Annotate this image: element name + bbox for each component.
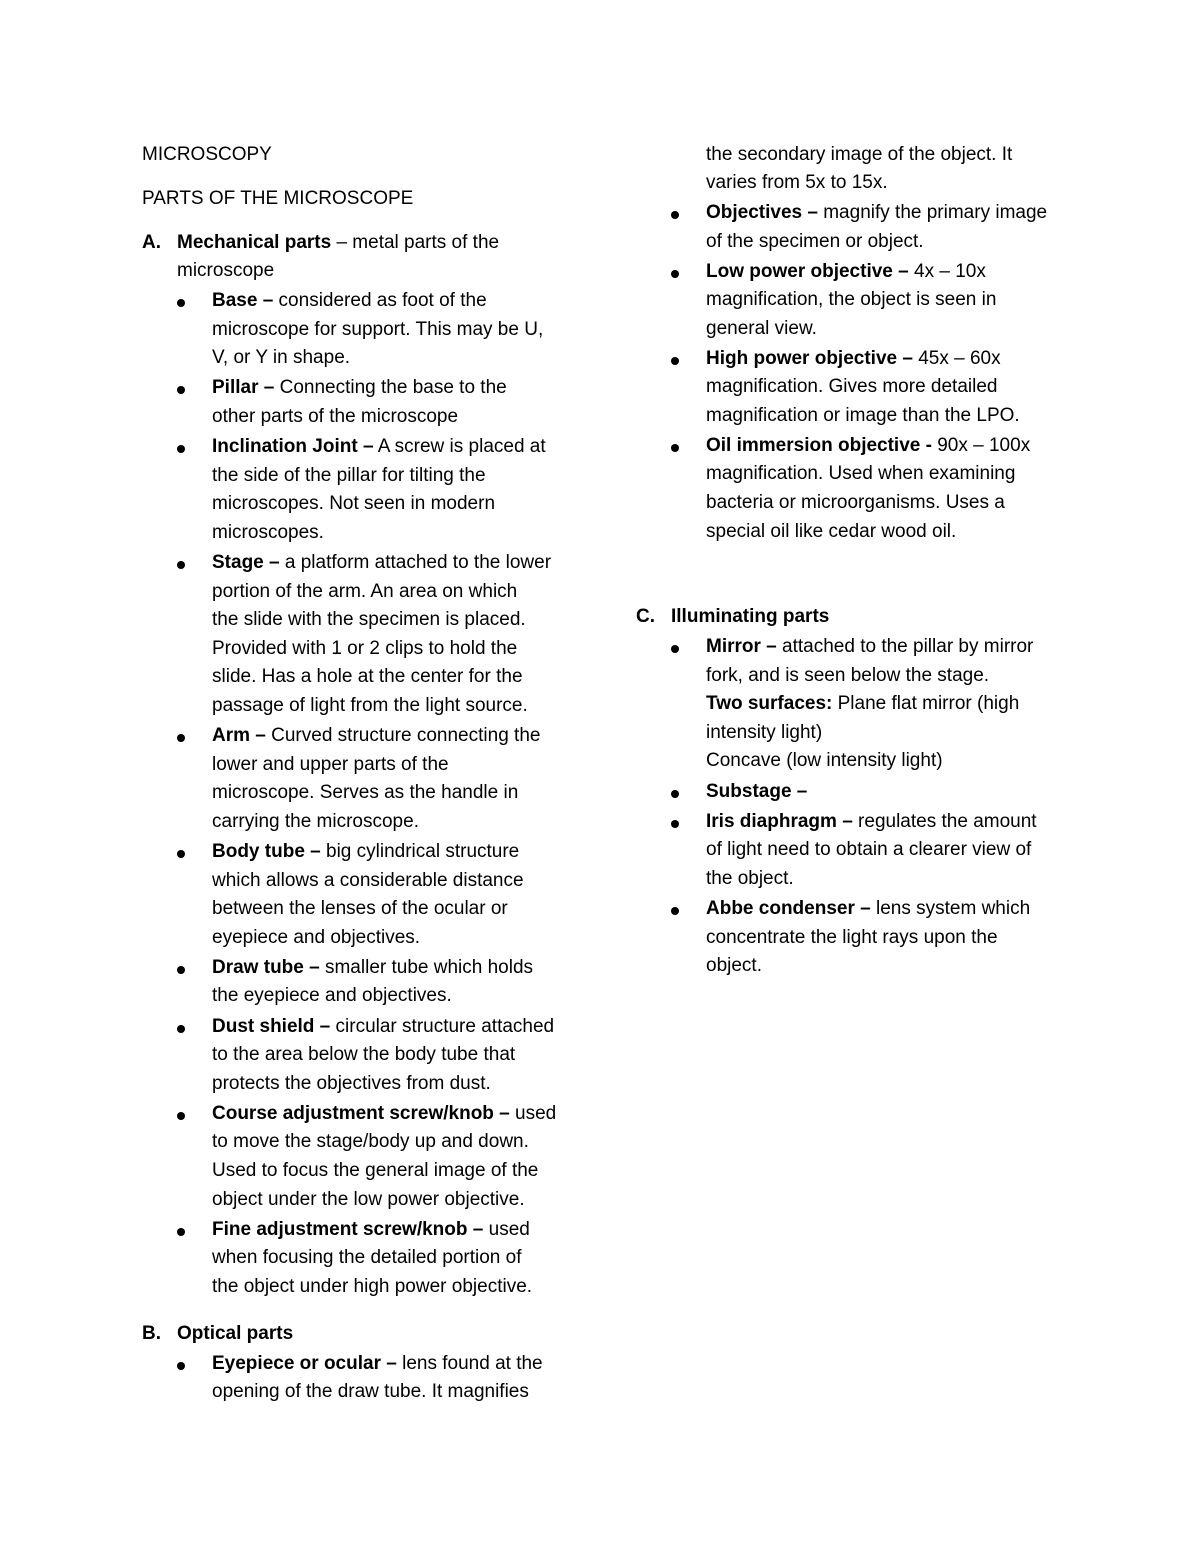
item-text: the secondary image of the object. It: [706, 144, 1013, 165]
list-item-line: [212, 436, 546, 458]
item-text: to move the stage/body up and down.: [212, 1131, 529, 1153]
item-text: protects the objectives from dust.: [212, 1072, 491, 1094]
list-item-line: [212, 1073, 491, 1095]
item-text: magnification. Gives more detailed: [706, 376, 998, 398]
list-item-line: [212, 347, 350, 369]
list-item-line: [212, 1219, 530, 1241]
list-item-line: [212, 870, 524, 892]
item-text: the eyepiece and objectives.: [212, 985, 452, 1007]
item-text: portion of the arm. An area on which: [212, 580, 518, 602]
section-a-heading-desc: – metal parts of the: [331, 232, 500, 253]
section-b-heading: Optical parts: [177, 1323, 294, 1344]
item-text: circular structure attached: [330, 1015, 555, 1037]
item-term: Course adjustment screw/knob –: [212, 1102, 510, 1124]
item-term: Base –: [212, 290, 274, 311]
item-text: microscopes. Not seen in modern: [212, 493, 496, 515]
list-item-line: [212, 927, 420, 949]
list-item-line: [706, 376, 997, 398]
item-text: 4x – 10x: [908, 260, 986, 282]
bullet-icon: [177, 1112, 185, 1120]
list-item-line: [212, 319, 543, 341]
bullet-icon: [177, 445, 185, 453]
item-text: lens system which: [870, 897, 1031, 919]
list-item-line: [706, 927, 998, 949]
bullet-icon: [671, 820, 679, 828]
list-item-line: [706, 289, 996, 311]
list-item-line: [706, 636, 1033, 658]
list-item-line: [706, 521, 956, 543]
list-item-line: [212, 957, 533, 979]
item-text: passage of light from the light source.: [212, 694, 528, 716]
list-item-line: [706, 172, 888, 194]
list-item-line: [212, 1189, 525, 1211]
list-item-line: [212, 1044, 515, 1066]
bullet-icon: [177, 1362, 185, 1370]
section-a-marker: A.: [142, 232, 161, 253]
item-text: Connecting the base to the: [274, 377, 507, 399]
item-term: Draw tube –: [212, 956, 320, 978]
item-text: smaller tube which holds: [319, 956, 534, 978]
item-text: Plane flat mirror (high: [832, 693, 1020, 715]
item-term: Fine adjustment screw/knob –: [212, 1218, 484, 1240]
bullet-icon: [177, 850, 185, 858]
list-item-line: [212, 898, 508, 920]
list-item-line: [212, 552, 551, 574]
item-text: the object under high power objective.: [212, 1275, 533, 1297]
list-item-line: [212, 1353, 543, 1375]
item-text: between the lenses of the ocular or: [212, 898, 508, 920]
item-text: other parts of the microscope: [212, 405, 459, 427]
item-term: Two surfaces:: [706, 693, 833, 715]
item-text: bacteria or microorganisms. Uses a: [706, 491, 1005, 513]
item-text: slide. Has a hole at the center for the: [212, 666, 523, 688]
item-text: considered as foot of the: [273, 290, 487, 311]
list-item-line: [212, 985, 452, 1007]
list-item-line: [212, 725, 540, 747]
item-text: regulates the amount: [852, 810, 1037, 832]
list-item-line: [212, 1103, 556, 1125]
list-item-line: [212, 841, 519, 863]
list-item-line: [706, 348, 1001, 370]
list-item-line: [706, 781, 807, 803]
list-item-line: [706, 318, 817, 340]
list-item-line: [706, 144, 1012, 166]
list-item-line: [706, 898, 1030, 920]
document-title: MICROSCOPY: [142, 144, 272, 165]
item-text: the slide with the specimen is placed.: [212, 609, 526, 631]
list-item-line: [212, 782, 518, 804]
item-term: Iris diaphragm –: [706, 810, 853, 832]
item-text: magnification. Used when examining: [706, 463, 1016, 485]
item-text: Used to focus the general image of the: [212, 1160, 539, 1181]
section-b-marker: B.: [142, 1323, 161, 1344]
bullet-icon: [177, 1228, 185, 1236]
section-c-marker: C.: [636, 606, 655, 627]
item-text: to the area below the body tube that: [212, 1044, 516, 1066]
item-text: intensity light): [706, 721, 823, 743]
item-text: used: [483, 1218, 530, 1240]
list-item-line: [212, 1131, 529, 1153]
list-item-line: [212, 493, 495, 515]
section-a-heading-line2: microscope: [177, 260, 275, 281]
list-item-line: [706, 261, 986, 283]
item-term: Objectives –: [706, 202, 818, 223]
item-text: 90x – 100x: [931, 434, 1031, 456]
bullet-icon: [177, 1025, 185, 1033]
item-term: Stage –: [212, 551, 280, 573]
item-text: eyepiece and objectives.: [212, 926, 421, 948]
item-term: Abbe condenser –: [706, 897, 871, 919]
item-text: varies from 5x to 15x.: [706, 172, 888, 193]
item-text: concentrate the light rays upon the: [706, 926, 998, 948]
item-text: a platform attached to the lower: [279, 551, 552, 573]
list-item-line: [706, 463, 1015, 485]
item-text: of light need to obtain a clearer view of: [706, 839, 1032, 861]
list-item-line: [706, 231, 924, 253]
item-text: the object.: [706, 867, 794, 889]
item-term: Substage –: [706, 780, 808, 802]
item-term: Eyepiece or ocular –: [212, 1353, 397, 1374]
item-text: microscope. Serves as the handle in: [212, 782, 519, 804]
item-term: Mirror –: [706, 636, 777, 657]
bullet-icon: [177, 734, 185, 742]
list-item-line: [212, 1016, 554, 1038]
list-item-line: [212, 666, 523, 688]
list-item-line: [212, 581, 517, 603]
item-text: A screw is placed at: [373, 436, 546, 457]
list-item-line: [706, 405, 1020, 427]
item-text: attached to the pillar by mirror: [776, 636, 1034, 657]
list-item-line: [212, 609, 526, 631]
list-item-line: [212, 465, 486, 487]
list-item-line: [212, 1247, 522, 1269]
list-item-line: [706, 492, 1005, 514]
list-item-line: [212, 754, 449, 776]
list-item-line: [212, 522, 324, 544]
item-term: Pillar –: [212, 377, 275, 399]
item-text: which allows a considerable distance: [212, 869, 524, 891]
item-text: Provided with 1 or 2 clips to hold the: [212, 637, 518, 659]
item-term: High power objective –: [706, 347, 913, 369]
list-item-line: [706, 868, 794, 890]
item-text: magnification or image than the LPO.: [706, 404, 1020, 426]
bullet-icon: [671, 357, 679, 365]
list-item-line: [706, 955, 762, 977]
list-item-line: [212, 290, 487, 312]
item-text: Curved structure connecting the: [265, 725, 541, 746]
item-text: magnify the primary image: [817, 202, 1048, 223]
bullet-icon: [671, 907, 679, 915]
item-text: the side of the pillar for tilting the: [212, 464, 486, 486]
list-item-line: [706, 839, 1031, 861]
list-item-line: [706, 811, 1037, 833]
bullet-icon: [671, 444, 679, 452]
item-text: object.: [706, 955, 762, 977]
item-text: carrying the microscope.: [212, 810, 419, 832]
section-c-heading: Illuminating parts: [671, 606, 830, 627]
item-text: microscope for support. This may be U,: [212, 318, 544, 340]
list-item-line: [212, 1381, 529, 1403]
bullet-icon: [177, 561, 185, 569]
item-text: when focusing the detailed portion of: [212, 1247, 522, 1269]
list-item-line: [212, 638, 517, 660]
section-a-heading: Mechanical parts: [177, 232, 332, 253]
item-text: used: [509, 1102, 557, 1124]
document-subtitle: PARTS OF THE MICROSCOPE: [142, 188, 414, 209]
bullet-icon: [671, 211, 679, 219]
item-term: Body tube –: [212, 840, 321, 862]
list-item-line: [706, 665, 989, 687]
list-item-line: [212, 695, 528, 717]
item-text: 45x – 60x: [912, 347, 1001, 369]
item-text: special oil like cedar wood oil.: [706, 520, 957, 542]
list-item-line: [212, 406, 458, 428]
bullet-icon: [671, 270, 679, 278]
list-item-line: [212, 377, 507, 399]
list-item-line: [706, 722, 822, 744]
item-term: Inclination Joint –: [212, 436, 374, 457]
item-text: V, or Y in shape.: [212, 347, 351, 369]
list-item-line: [706, 693, 1019, 715]
list-item-line: [212, 1160, 538, 1182]
bullet-icon: [177, 386, 185, 394]
item-text: Concave (low intensity light): [706, 750, 943, 772]
item-text: fork, and is seen below the stage.: [706, 664, 990, 686]
item-text: lens found at the: [396, 1353, 543, 1374]
item-term: Oil immersion objective -: [706, 434, 932, 456]
item-text: of the specimen or object.: [706, 230, 924, 252]
bullet-icon: [671, 790, 679, 798]
item-term: Arm –: [212, 725, 266, 746]
list-item-line: [706, 435, 1030, 457]
list-item-line: [706, 750, 943, 772]
item-text: big cylindrical structure: [320, 840, 520, 862]
item-text: opening of the draw tube. It magnifies: [212, 1381, 529, 1402]
item-text: magnification, the object is seen in: [706, 289, 997, 311]
bullet-icon: [177, 966, 185, 974]
item-text: lower and upper parts of the: [212, 753, 449, 775]
item-term: Low power objective –: [706, 260, 909, 282]
item-text: object under the low power objective.: [212, 1188, 525, 1210]
list-item-line: [212, 811, 419, 833]
item-text: general view.: [706, 317, 817, 339]
item-term: Dust shield –: [212, 1015, 331, 1037]
section-a-heading-line: [177, 232, 499, 254]
bullet-icon: [177, 299, 185, 307]
item-text: microscopes.: [212, 521, 324, 543]
bullet-icon: [671, 645, 679, 653]
list-item-line: [212, 1276, 532, 1298]
list-item-line: [706, 202, 1047, 224]
